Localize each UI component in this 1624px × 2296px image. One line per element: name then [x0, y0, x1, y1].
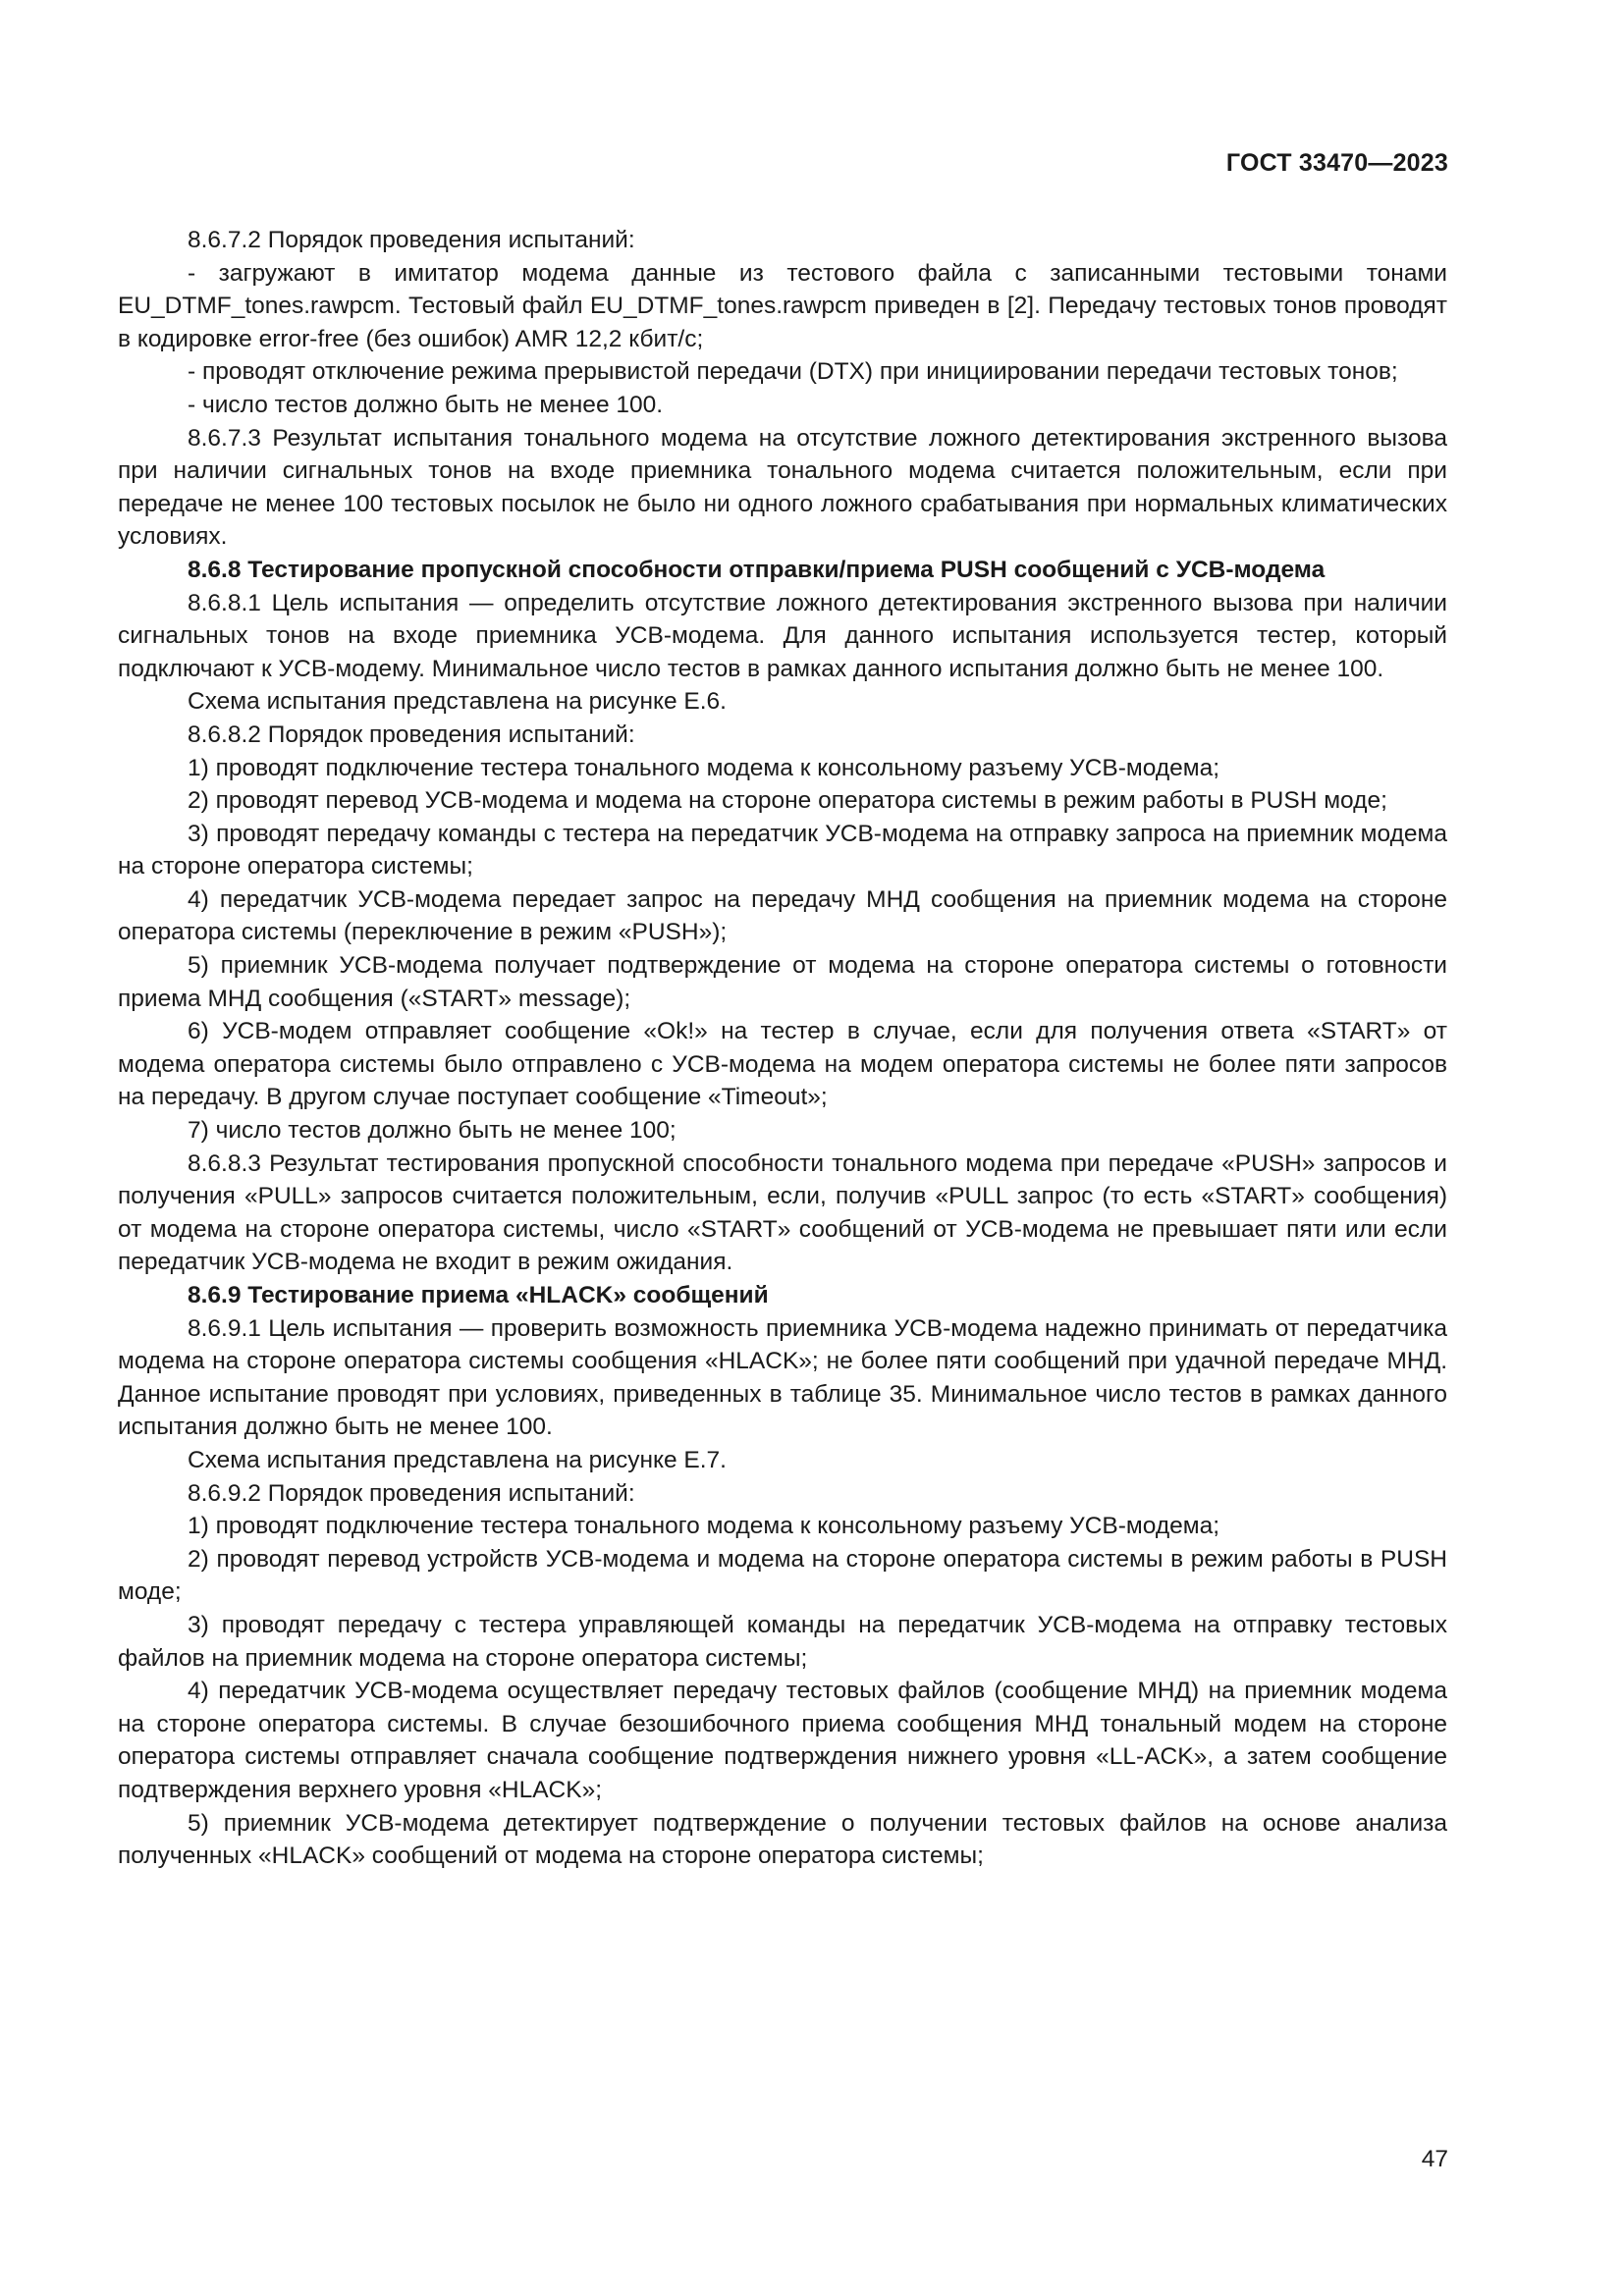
paragraph: 3) проводят передачу команды с тестера на передатчик УСВ-модема на отправку запроса на приемник модема на стороне оператора системы;	[118, 820, 1447, 881]
paragraph: 8.6.8.3 Результат тестирования пропускной способности тонального модема при передаче «PUSH» запросов и получения «PULL» запросов считается положительным, если, получив «PULL запрос (то есть «START» сообщения) от модема на стороне оператора системы, число «START» сообщений от УСВ-модема не превышает пяти или если передатчик УСВ-модема не входит в режим ожидания.	[118, 1149, 1447, 1276]
paragraph: 8.6.8.1 Цель испытания — определить отсутствие ложного детектирования экстренного вызова при наличии сигнальных тонов на входе приемника УСВ-модема. Для данного испытания используется тестер, который подключают к УСВ-модему. Минимальное число тестов в рамках данного испытания должно быть не менее 100.	[118, 589, 1447, 682]
paragraph: 2) проводят перевод УСВ-модема и модема на стороне оператора системы в режим работы в PUSH моде;	[188, 787, 1387, 815]
paragraph: - число тестов должно быть не менее 100.	[188, 391, 664, 418]
paragraph: Схема испытания представлена на рисунке Е.6.	[188, 688, 727, 716]
paragraph: 8.6.7.2 Порядок проведения испытаний:	[188, 227, 635, 253]
paragraph: 5) приемник УСВ-модема детектирует подтверждение о получении тестовых файлов на основе анализа полученных «HLACK» сообщений от модема на стороне оператора системы;	[118, 1809, 1447, 1870]
section-heading: 8.6.8 Тестирование пропускной способности отправки/приема PUSH сообщений с УСВ-модема	[188, 556, 1326, 583]
paragraph: 7) число тестов должно быть не менее 100;	[188, 1117, 677, 1145]
body-text	[118, 224, 1447, 1873]
page-number: 47	[1421, 2146, 1448, 2172]
paragraph: - загружают в имитатор модема данные из тестового файла с записанными тестовыми тонами EU_DTMF_tones.rawpcm. Тестовый файл EU_DTMF_tones.rawpcm приведен в [2]. Передачу тестовых тонов проводят в кодировке error-free (без ошибок) AMR 12,2 кбит/с;	[118, 259, 1447, 352]
paragraph: Схема испытания представлена на рисунке Е.7.	[188, 1446, 727, 1473]
paragraph: 2) проводят перевод устройств УСВ-модема и модема на стороне оператора системы в режим работы в PUSH моде;	[118, 1545, 1447, 1606]
paragraph: 6) УСВ-модем отправляет сообщение «Ok!» на тестер в случае, если для получения ответа «START» от модема оператора системы было отправлено с УСВ-модема на модем оператора системы не более пяти запросов на передачу. В другом случае поступает сообщение «Timeout»;	[118, 1018, 1447, 1111]
paragraph: 8.6.8.2 Порядок проведения испытаний:	[188, 721, 635, 748]
paragraph: 8.6.9.1 Цель испытания — проверить возможность приемника УСВ-модема надежно принимать от передатчика модема на стороне оператора системы сообщения «HLACK»; не более пяти сообщений при удачной передаче МНД. Данное испытание проводят при условиях, приведенных в таблице 35. Минимальное число тестов в рамках данного испытания должно быть не менее 100.	[118, 1314, 1447, 1441]
paragraph: 8.6.9.2 Порядок проведения испытаний:	[188, 1479, 635, 1507]
paragraph: 3) проводят передачу с тестера управляющей команды на передатчик УСВ-модема на отправку тестовых файлов на приемник модема на стороне оператора системы;	[118, 1611, 1447, 1672]
paragraph: 4) передатчик УСВ-модема передает запрос на передачу МНД сообщения на приемник модема на стороне оператора системы (переключение в режим «PUSH»);	[118, 885, 1447, 946]
paragraph: 1) проводят подключение тестера тонального модема к консольному разъему УСВ-модема;	[188, 754, 1220, 781]
paragraph: 1) проводят подключение тестера тонального модема к консольному разъему УСВ-модема;	[188, 1513, 1220, 1540]
paragraph: - проводят отключение режима прерывистой передачи (DTX) при инициировании передачи тестовых тонов;	[188, 358, 1398, 386]
paragraph: 8.6.7.3 Результат испытания тонального модема на отсутствие ложного детектирования экстренного вызова при наличии сигнальных тонов на входе приемника тонального модема считается положительным, если при передаче не менее 100 тестовых посылок не было ни одного ложного срабатывания при нормальных климатических условиях.	[118, 424, 1447, 551]
paragraph: 5) приемник УСВ-модема получает подтверждение от модема на стороне оператора системы о готовности приема МНД сообщения («START» message);	[118, 952, 1447, 1012]
paragraph: 4) передатчик УСВ-модема осуществляет передачу тестовых файлов (сообщение МНД) на приемник модема на стороне оператора системы. В случае безошибочного приема сообщения МНД тональный модем на стороне оператора системы отправляет сначала сообщение подтверждения нижнего уровня «LL-ACK», а затем сообщение подтверждения верхнего уровня «HLACK»;	[118, 1678, 1447, 1803]
standard-header: ГОСТ 33470—2023	[1225, 149, 1448, 177]
section-heading: 8.6.9 Тестирование приема «HLACK» сообщений	[188, 1282, 769, 1308]
